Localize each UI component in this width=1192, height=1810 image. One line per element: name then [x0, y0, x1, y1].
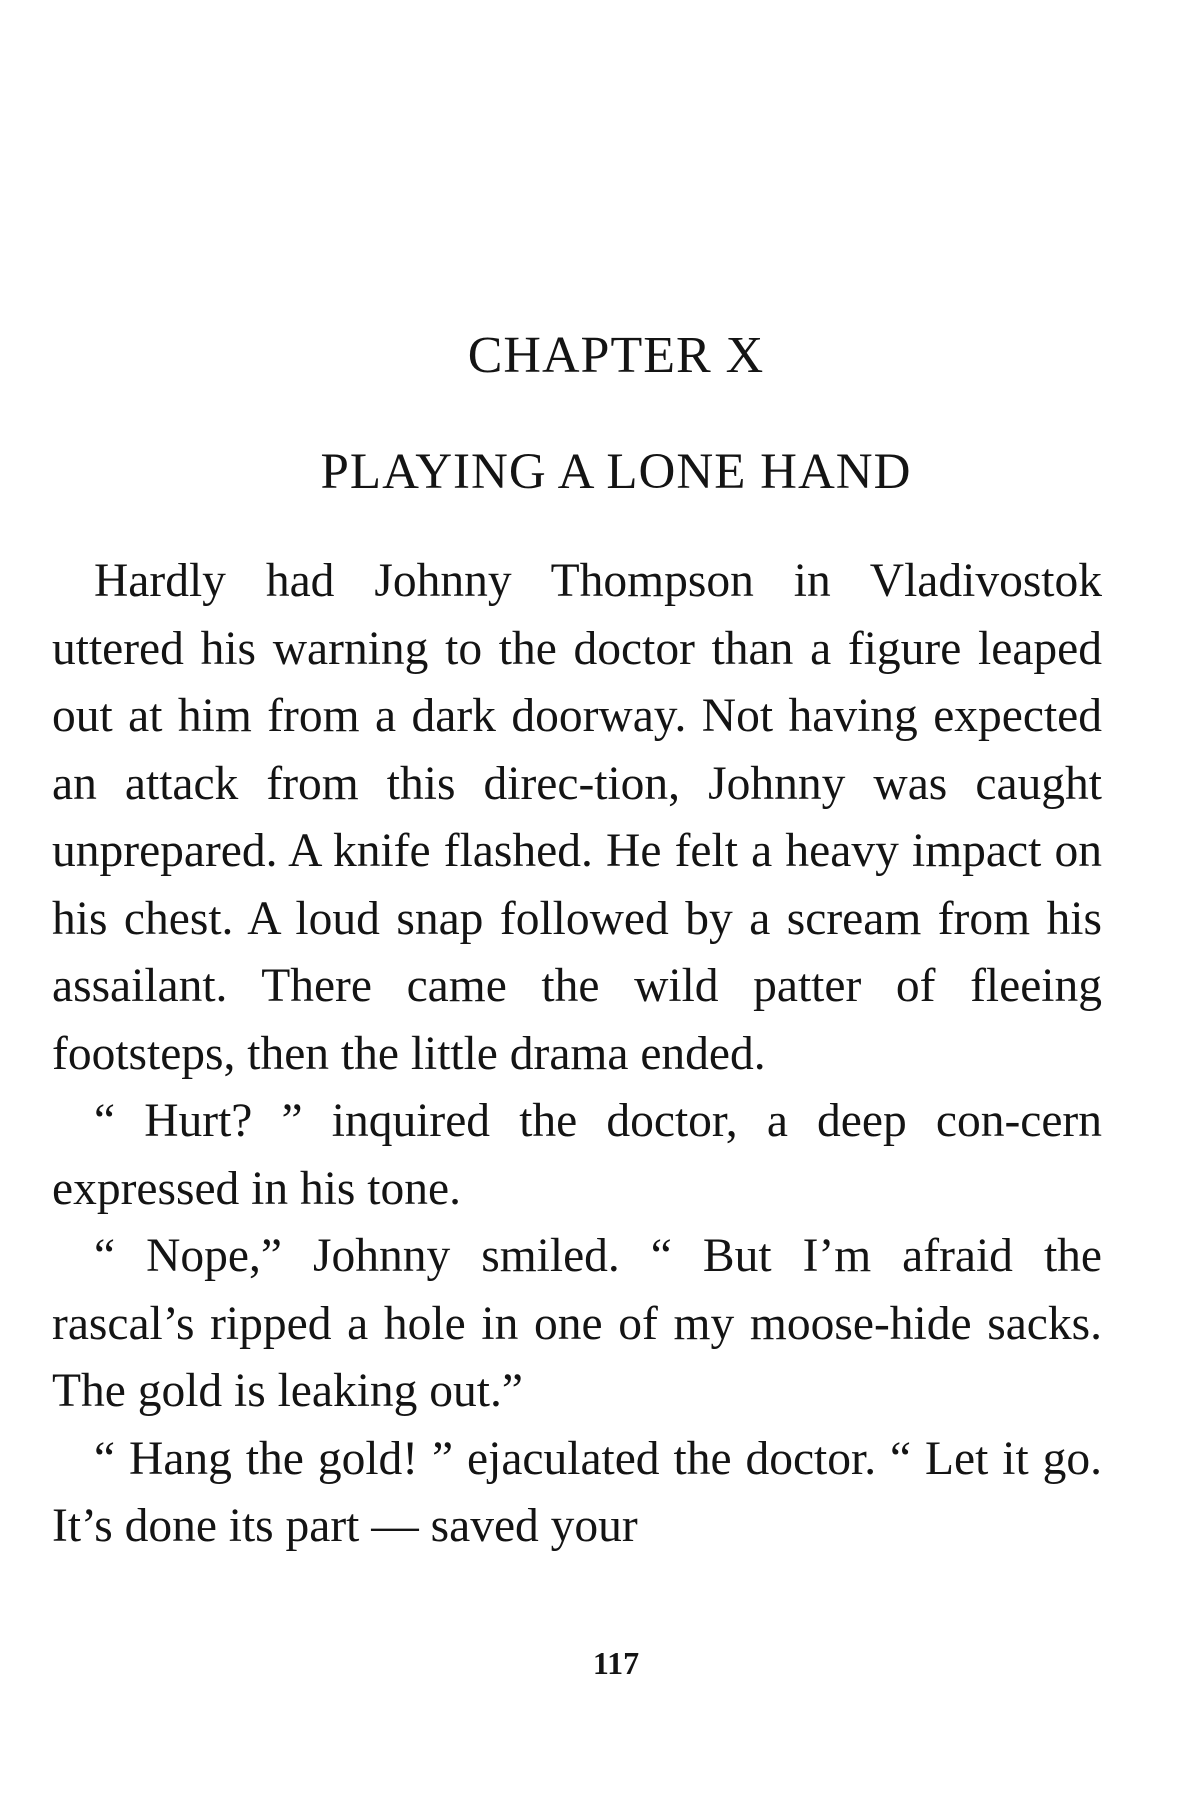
paragraph: Hardly had Johnny Thompson in Vladivostok uttered his warning to the doctor than a figure leaped out at him from a dark doorway. Not having expected an attack from this direc-tion, Johnny was caught unprepared. A knife flashed. He felt a heavy impact on his chest. A loud snap followed by a scream from his assailant. There came the wild patter of fleeing footsteps, then the little drama ended.	[52, 555, 1102, 1080]
paragraph: “ Hang the gold! ” ejaculated the doctor. “ Let it go. It’s done its part — saved your	[52, 1432, 1102, 1552]
chapter-body	[52, 548, 1102, 1561]
paragraph: “ Nope,” Johnny smiled. “ But I’m afraid the rascal’s ripped a hole in one of my moose-hide sacks. The gold is leaking out.”	[52, 1230, 1102, 1417]
paragraph: “ Hurt? ” inquired the doctor, a deep con-cern expressed in his tone.	[52, 1095, 1102, 1215]
page-number: 117	[592, 1645, 640, 1681]
chapter-number: CHAPTER X	[467, 327, 765, 384]
chapter-title: PLAYING A LONE HAND	[320, 444, 912, 500]
